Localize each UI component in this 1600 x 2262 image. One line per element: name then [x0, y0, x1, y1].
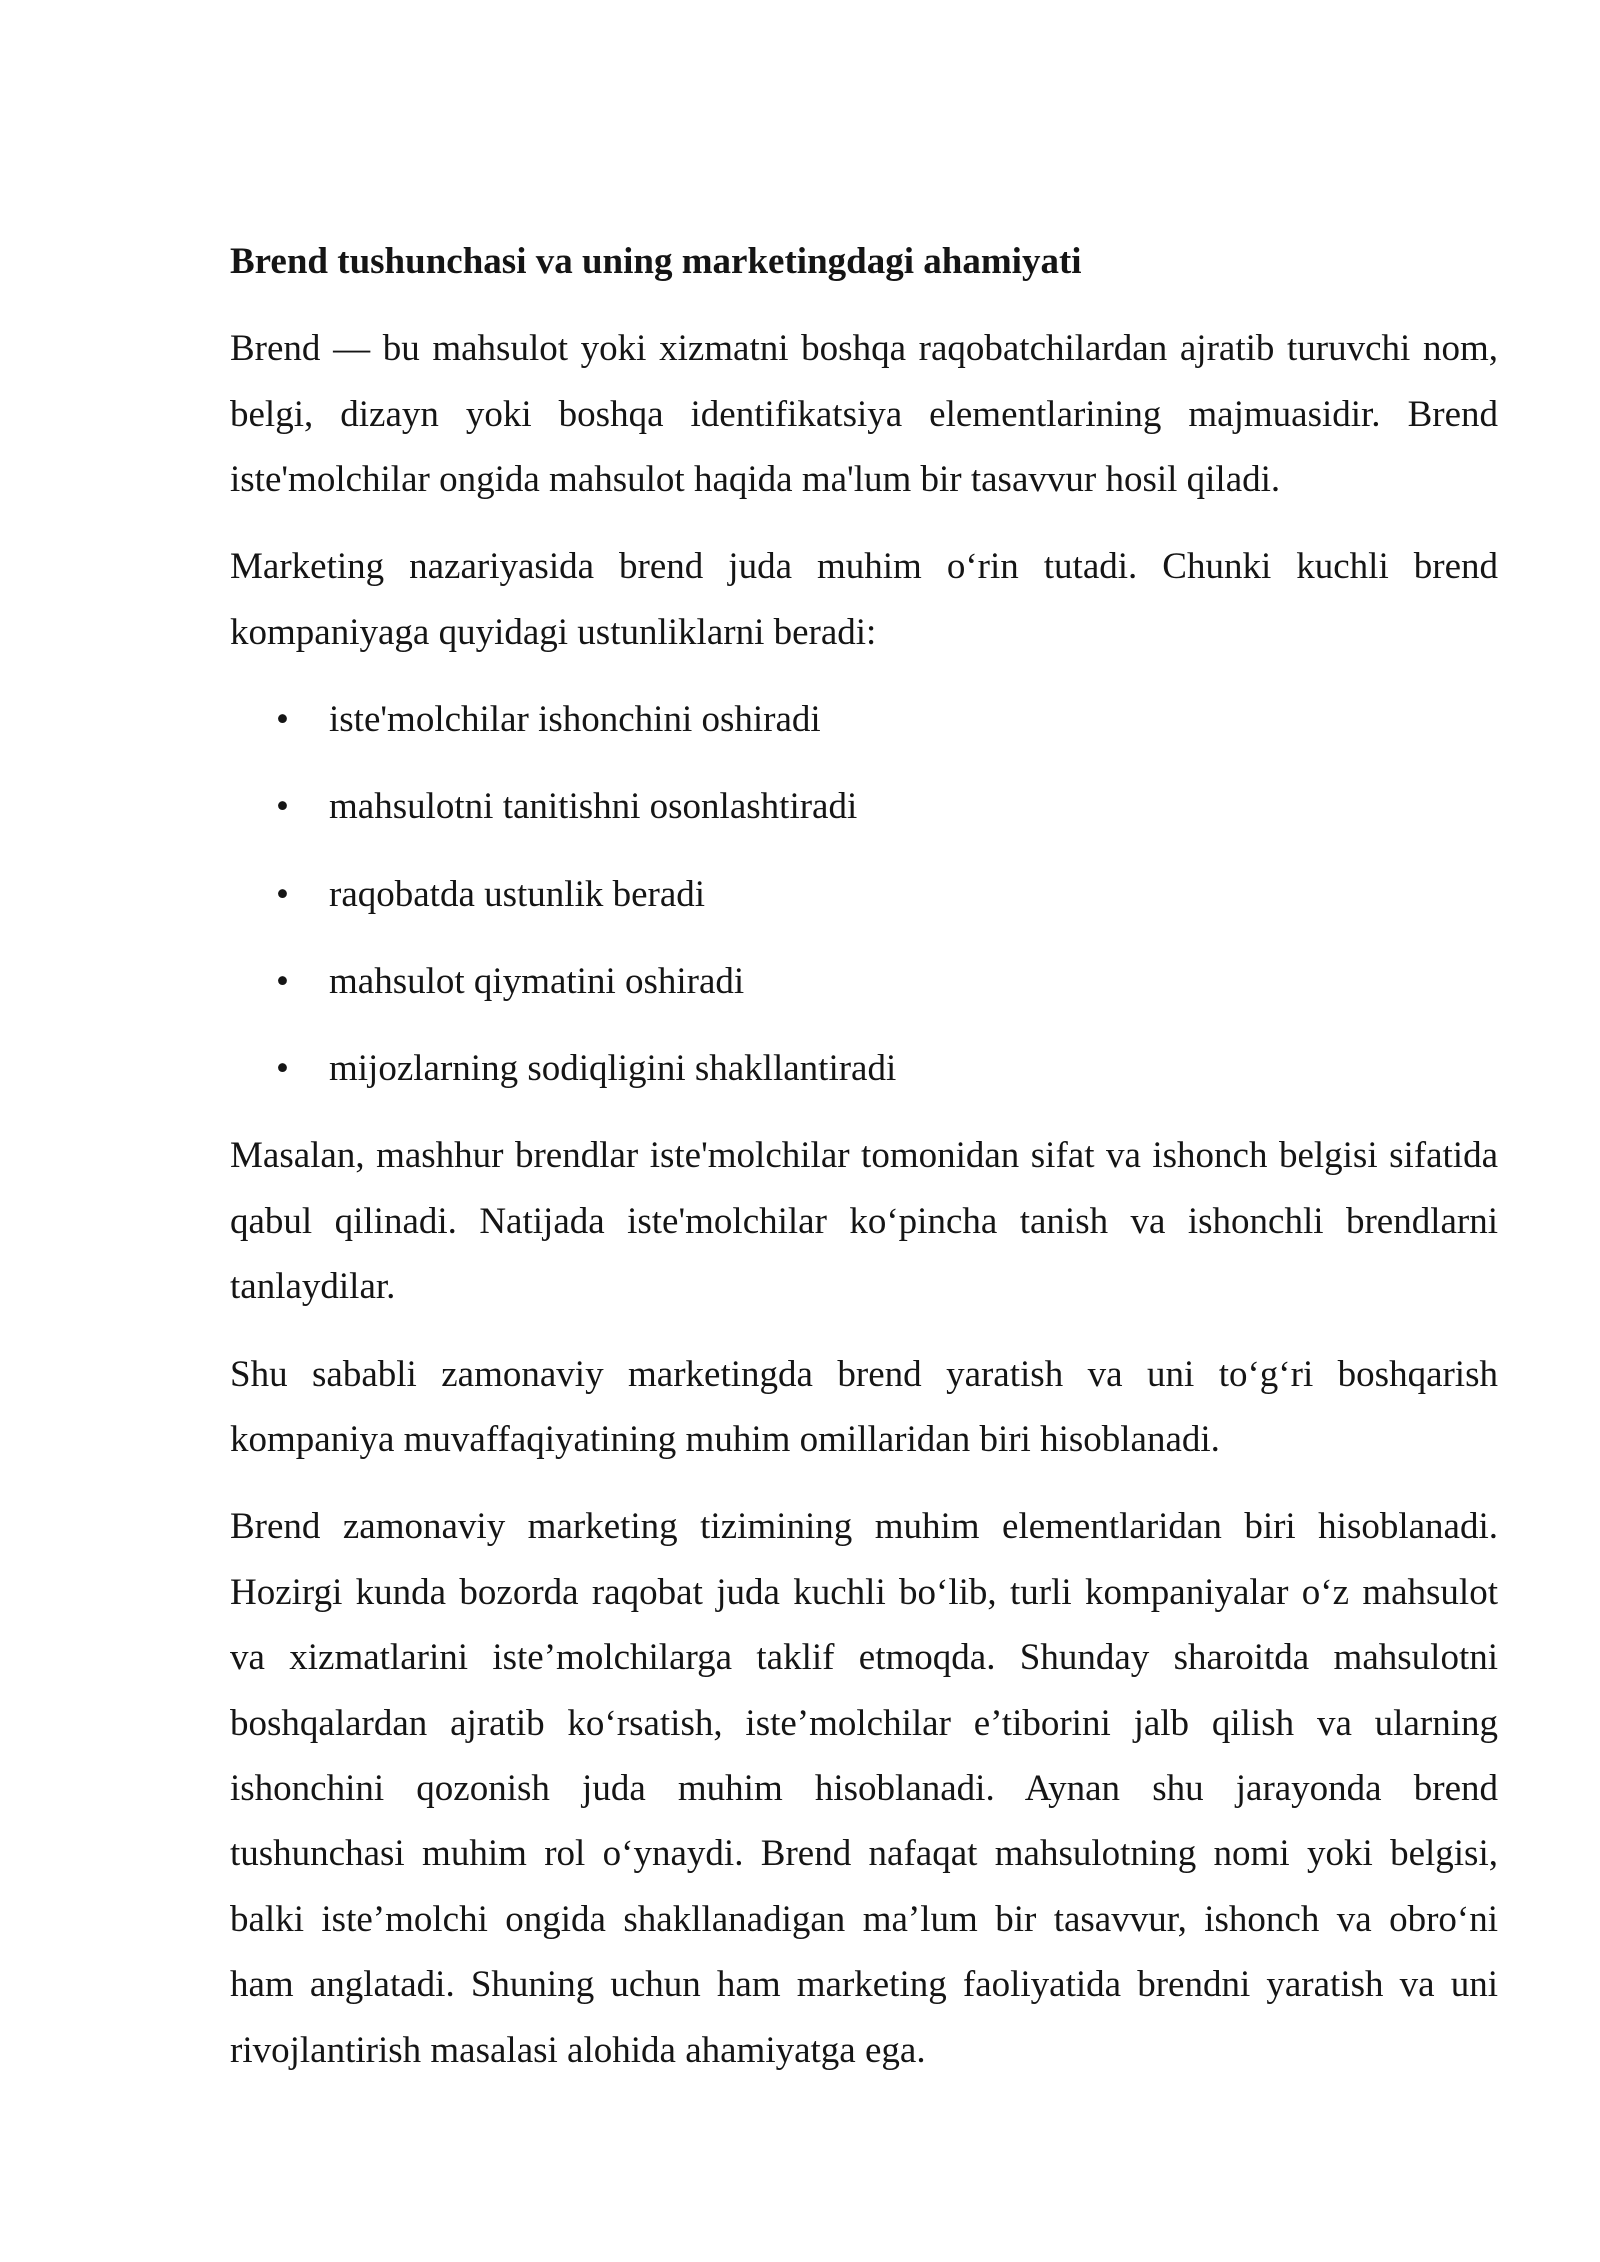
- bullet-text: iste'molchilar ishonchini oshiradi: [329, 699, 821, 741]
- bullet-text: mahsulotni tanitishni osonlashtiradi: [329, 786, 858, 828]
- bullet-marker: •: [276, 873, 289, 915]
- bullet-text: mahsulot qiymatini oshiradi: [329, 960, 745, 1002]
- bullet-list: [230, 687, 1498, 1101]
- bullet-item: [230, 1036, 1498, 1101]
- paragraph-line: va xizmatlarini iste’molchilarga taklif etmoqda. Shunday sharoitda mahsulotni: [230, 1637, 1498, 1679]
- bullet-marker: •: [276, 1048, 289, 1090]
- paragraph-line: Brend zamonaviy marketing tizimining muhim elementlaridan biri hisoblanadi.: [230, 1506, 1498, 1548]
- paragraph-line: kompaniya muvaffaqiyatining muhim omillaridan biri hisoblanadi.: [230, 1418, 1220, 1460]
- bullet-item: [230, 687, 1498, 752]
- bullet-item: [230, 949, 1498, 1014]
- paragraph-line: tushunchasi muhim rol o‘ynaydi. Brend nafaqat mahsulotning nomi yoki belgisi,: [230, 1833, 1498, 1875]
- bullet-marker: •: [276, 786, 289, 828]
- paragraph-5: [230, 1494, 1498, 2083]
- paragraph-4: [230, 1342, 1498, 1473]
- document-body: [230, 229, 1498, 2105]
- paragraph-line: balki iste’molchi ongida shakllanadigan ma’lum bir tasavvur, ishonch va obro‘ni: [230, 1898, 1498, 1940]
- paragraph-1: [230, 316, 1498, 512]
- bullet-text: mijozlarning sodiqligini shakllantiradi: [329, 1048, 897, 1090]
- paragraph-line: boshqalardan ajratib ko‘rsatish, iste’molchilar e’tiborini jalb qilish va ularning: [230, 1702, 1498, 1744]
- bullet-item: [230, 862, 1498, 927]
- paragraph-line: Marketing nazariyasida brend juda muhim o‘rin tutadi. Chunki kuchli brend: [230, 546, 1498, 588]
- paragraph-3: [230, 1123, 1498, 1319]
- paragraph-line: iste'molchilar ongida mahsulot haqida ma'lum bir tasavvur hosil qiladi.: [230, 459, 1281, 501]
- paragraph-line: Brend — bu mahsulot yoki xizmatni boshqa raqobatchilardan ajratib turuvchi nom,: [230, 328, 1498, 370]
- bullet-marker: •: [276, 699, 289, 741]
- paragraph-line: kompaniyaga quyidagi ustunliklarni beradi:: [230, 611, 877, 653]
- paragraph-line: Shu sababli zamonaviy marketingda brend yaratish va uni to‘g‘ri boshqarish: [230, 1353, 1498, 1395]
- paragraph-line: Masalan, mashhur brendlar iste'molchilar tomonidan sifat va ishonch belgisi sifatida: [230, 1135, 1498, 1177]
- paragraph-line: tanlaydilar.: [230, 1266, 396, 1308]
- paragraph-line: belgi, dizayn yoki boshqa identifikatsiya elementlarining majmuasidir. Brend: [230, 393, 1498, 435]
- paragraph-line: Hozirgi kunda bozorda raqobat juda kuchli bo‘lib, turli kompaniyalar o‘z mahsulot: [230, 1571, 1498, 1613]
- paragraph-line: rivojlantirish masalasi alohida ahamiyatga ega.: [230, 2029, 926, 2071]
- bullet-text: raqobatda ustunlik beradi: [329, 873, 706, 915]
- paragraph-line: ham anglatadi. Shuning uchun ham marketing faoliyatida brendni yaratish va uni: [230, 1964, 1498, 2006]
- bullet-marker: •: [276, 960, 289, 1002]
- document-title: Brend tushunchasi va uning marketingdagi ahamiyati: [230, 241, 1082, 282]
- paragraph-line: ishonchini qozonish juda muhim hisoblanadi. Aynan shu jarayonda brend: [230, 1768, 1498, 1810]
- paragraph-line: qabul qilinadi. Natijada iste'molchilar ko‘pincha tanish va ishonchli brendlarni: [230, 1200, 1498, 1242]
- bullet-item: [230, 774, 1498, 839]
- paragraph-2: [230, 534, 1498, 665]
